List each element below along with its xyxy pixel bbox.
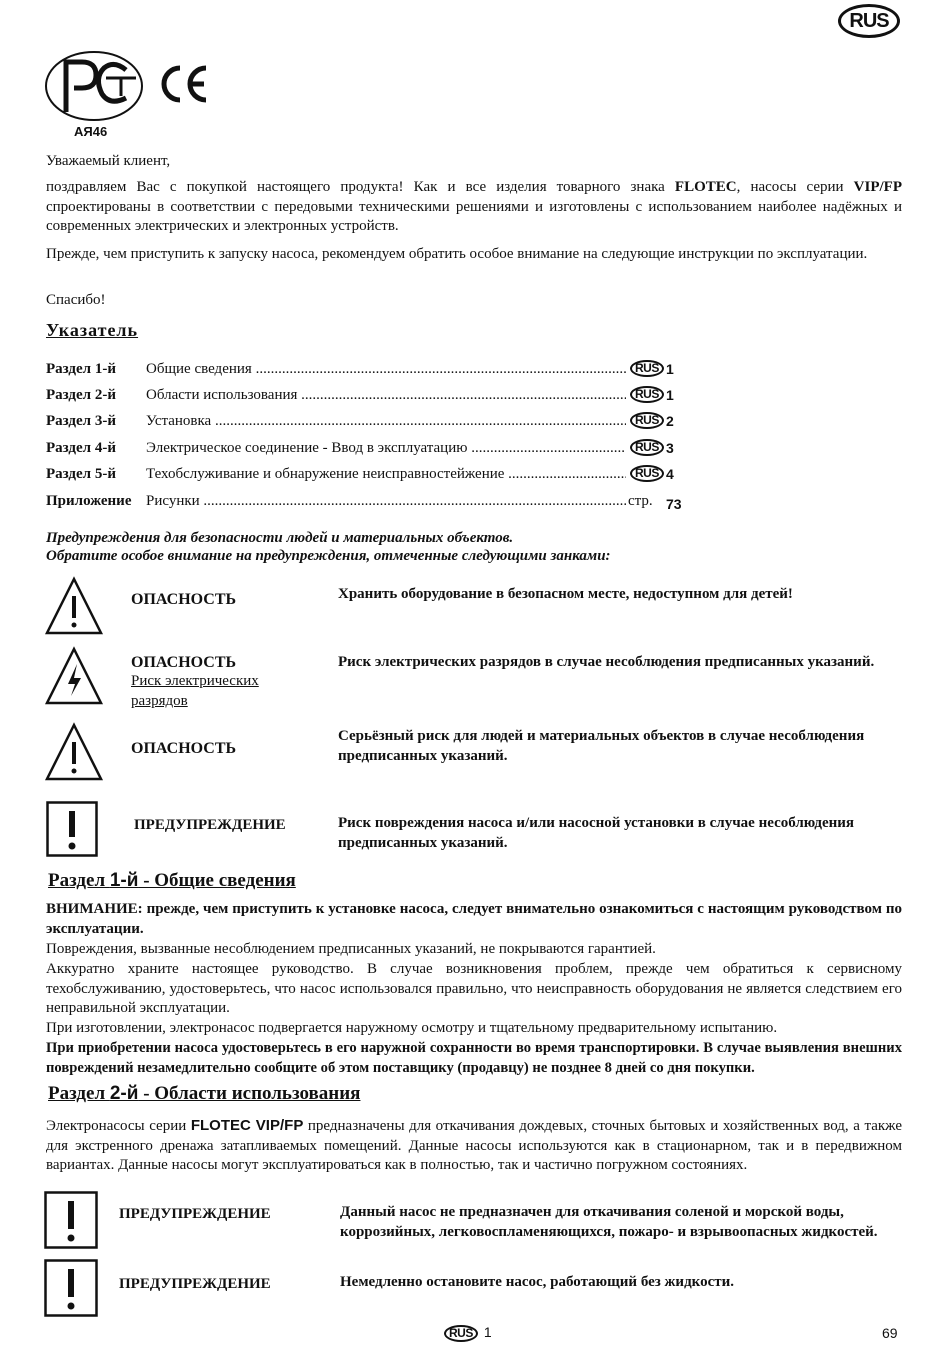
language-badge-text: RUS xyxy=(849,10,889,32)
certification-code: АЯ46 xyxy=(74,124,108,139)
section-1-heading xyxy=(48,870,296,892)
toc-page: 2 xyxy=(666,413,674,429)
toc-title: Области использования ..... xyxy=(146,387,626,404)
hazard-text: Риск повреждения насоса и/или насосной установки в случае несоблюдения предписанных указаний. xyxy=(338,815,855,851)
ce-mark-icon xyxy=(156,64,212,104)
section-2-text: предназначены для откачивания дождевых, сточных бытовых и хозяйственных вод, а также для экстренного дренажа затапливаемых помещений. Данные насосы используются как в стационарном, так и в передвижном вариантах. Данные насосы могут эксплуатироваться как в полностью, так и частично погружном состояниях. xyxy=(46,1118,902,1173)
language-badge xyxy=(838,4,900,38)
toc-section: Раздел 5-й xyxy=(46,466,116,482)
caution-label: ПРЕДУПРЕЖДЕНИЕ xyxy=(119,1206,271,1222)
gost-certification-logo xyxy=(44,48,144,124)
series-name: VIP/FP xyxy=(853,179,902,195)
rus-badge-icon: RUS xyxy=(444,1325,478,1342)
toc-title: Установка ..... xyxy=(146,413,626,430)
toc-row[interactable] xyxy=(46,361,706,383)
rus-badge-icon: RUS xyxy=(630,412,664,429)
attention-paragraph: ВНИМАНИЕ: прежде, чем приступить к установке насоса, следует внимательно ознакомиться с настоящим руководством по эксплуатации. xyxy=(46,901,902,937)
toc-page-prefix: стр. xyxy=(628,493,653,509)
intro-text-a: поздравляем Вас с покупкой настоящего продукта! Как и все изделия товарного знака xyxy=(46,179,675,195)
footer-section-marker xyxy=(444,1324,492,1342)
caution-box-icon xyxy=(46,801,98,857)
toc-page: 3 xyxy=(666,440,674,456)
hazard-label: ОПАСНОСТЬ xyxy=(131,740,237,757)
rus-badge-icon: RUS xyxy=(630,439,664,456)
hazard-text: Серьёзный риск для людей и материальных объектов в случае несоблюдения предписанных указаний. xyxy=(338,728,865,764)
footer-section-page: 1 xyxy=(483,1324,492,1340)
toc-title: Общие сведения ..... xyxy=(146,361,626,378)
caution-text: Данный насос не предназначен для откачивания соленой и морской воды, коррозийных, легковоспламеняющихся, пожаро- и взрывоопасных жидкостей. xyxy=(340,1204,878,1240)
heading-text: Раздел xyxy=(48,870,110,891)
safety-note-2: Обратите особое внимание на предупреждения, отмеченные следующими занками: xyxy=(46,548,611,564)
toc-section: Приложение xyxy=(46,493,132,509)
caution-label: ПРЕДУПРЕЖДЕНИЕ xyxy=(119,1276,271,1292)
caution-box-icon xyxy=(44,1259,98,1317)
safety-note-1: Предупреждения для безопасности людей и материальных объектов. xyxy=(46,530,514,546)
intro-paragraph-2: Прежде, чем приступить к запуску насоса, рекомендуем обратить особое внимание на следующие инструкции по эксплуатации. xyxy=(46,246,868,262)
caution-box-icon xyxy=(44,1191,98,1249)
brand-name: FLOTEC xyxy=(674,179,737,195)
toc-title: Рисунки ..... xyxy=(146,493,626,510)
toc-row[interactable] xyxy=(46,466,706,488)
heading-text: Раздел xyxy=(48,1083,110,1104)
toc-row[interactable] xyxy=(46,440,706,462)
section-2-text: Электронасосы серии xyxy=(46,1118,191,1134)
brand-series: FLOTEC VIP/FP xyxy=(190,1117,304,1134)
hazard-text: Хранить оборудование в безопасном месте, недоступном для детей! xyxy=(338,586,793,602)
section-1-paragraph: При изготовлении, электронасос подвергается наружному осмотру и тщательному предварительному испытанию. xyxy=(46,1020,778,1036)
toc-page: 1 xyxy=(666,361,674,377)
toc-page: 1 xyxy=(666,387,674,403)
section-1-paragraph-bold: При приобретении насоса удостоверьтесь в его наружной сохранности во время транспортировки. В случае выявления внешних повреждений незамедлительно сообщите об этом поставщику (продавцу) не позднее 8 дней со дня покупки. xyxy=(46,1040,902,1076)
ce-mark xyxy=(156,64,212,104)
toc-heading: Указатель xyxy=(46,320,139,340)
toc-section: Раздел 2-й xyxy=(46,387,116,403)
toc-section: Раздел 4-й xyxy=(46,440,116,456)
thanks: Спасибо! xyxy=(46,292,106,308)
section-1-paragraph: Аккуратно храните настоящее руководство. В случае возникновения проблем, прежде чем обратиться к сервисному техобслуживанию, удостоверьтесь, что насос использовался правильно, что неисправность оборудования не является следствием его неправильной эксплуатации. xyxy=(46,961,902,1016)
intro-paragraph-1 xyxy=(46,178,902,237)
rus-badge-icon: RUS xyxy=(630,386,664,403)
toc-title: Электрическое соединение - Ввод в эксплуатацию ..... xyxy=(146,440,626,457)
section-1-paragraph: Повреждения, вызванные несоблюдением предписанных указаний, не покрываются гарантией. xyxy=(46,941,656,957)
warning-triangle-icon xyxy=(44,722,104,782)
hazard-sublabel: Риск электрических разрядов xyxy=(131,673,259,709)
toc-row-appendix[interactable] xyxy=(46,493,706,515)
toc-row[interactable] xyxy=(46,413,706,435)
page-number: 69 xyxy=(882,1325,898,1341)
heading-text: - Области использования xyxy=(138,1083,361,1104)
heading-text: - Общие сведения xyxy=(138,870,296,891)
hazard-label: ОПАСНОСТЬ xyxy=(131,591,237,608)
toc-section: Раздел 3-й xyxy=(46,413,116,429)
rus-badge-icon: RUS xyxy=(630,465,664,482)
intro-text-b: , насосы серии xyxy=(736,179,854,195)
caution-text: Немедленно остановите насос, работающий без жидкости. xyxy=(340,1274,735,1290)
toc-page: 4 xyxy=(666,466,674,482)
electric-hazard-icon xyxy=(44,646,104,706)
heading-number: 1-й xyxy=(109,870,139,891)
toc-page: 73 xyxy=(666,496,682,512)
section-2-heading xyxy=(48,1083,360,1105)
gost-mark-icon xyxy=(44,48,144,124)
greeting: Уважаемый клиент, xyxy=(46,153,171,169)
heading-number: 2-й xyxy=(109,1083,139,1104)
hazard-text: Риск электрических разрядов в случае несоблюдения предписанных указаний. xyxy=(338,654,875,670)
toc-section: Раздел 1-й xyxy=(46,361,116,377)
hazard-label: ПРЕДУПРЕЖДЕНИЕ xyxy=(134,817,286,833)
toc-row[interactable] xyxy=(46,387,706,409)
warning-triangle-icon xyxy=(44,576,104,636)
toc-title: Техобслуживание и обнаружение неисправностейжение ..... xyxy=(146,466,626,483)
section-2-paragraph xyxy=(46,1116,902,1176)
rus-badge-icon: RUS xyxy=(630,360,664,377)
intro-text-c: спроектированы в соответствии с передовыми техническими решениями и изготовлены с использованием наиболее надёжных и современных электрических и электронных устройств. xyxy=(46,198,902,234)
hazard-label: ОПАСНОСТЬ xyxy=(131,654,237,671)
